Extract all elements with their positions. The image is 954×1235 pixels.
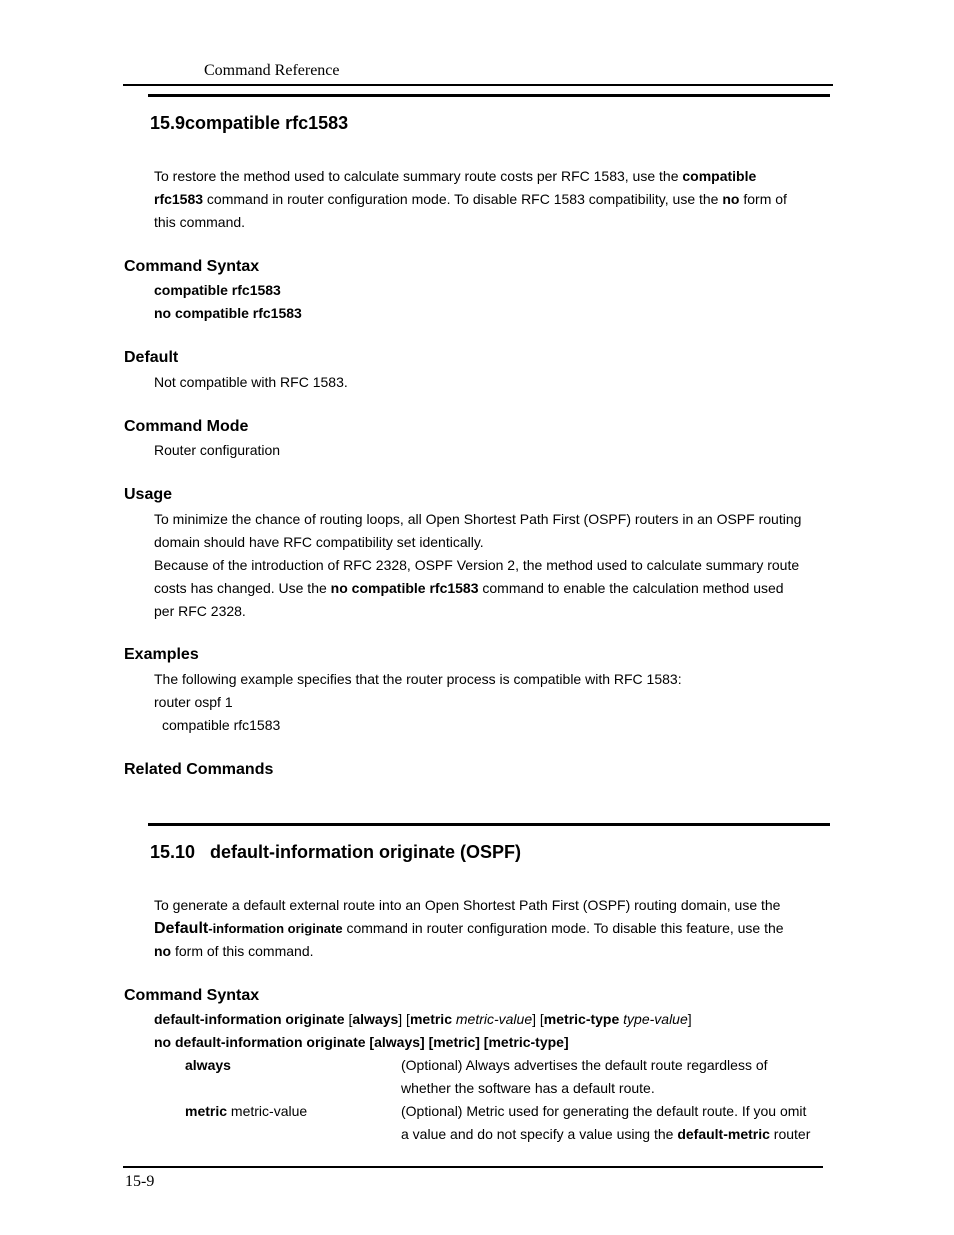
default-heading: Default (124, 349, 179, 366)
command-mode-text: Router configuration (154, 442, 281, 458)
syntax-line: default-information originate [always] [metric metric-value] [metric-type type-value] (154, 1011, 692, 1027)
section-title: default-information originate (OSPF) (210, 842, 522, 862)
command-syntax-heading: Command Syntax (124, 987, 260, 1004)
syntax-line: no compatible rfc1583 (154, 305, 302, 321)
section-heading (150, 842, 521, 863)
related-commands-heading: Related Commands (124, 761, 274, 778)
section-number: 15.9 (150, 113, 186, 133)
section-number: 15.10 (150, 842, 196, 862)
intro-paragraph: To generate a default external route into an Open Shortest Path First (OSPF) routing domain, use the Default-information originate command in router configuration mode. To disable this feature, use the no form of this command. (154, 897, 784, 959)
examples-block: The following example specifies that the router process is compatible with RFC 1583: router ospf 1 compatible rfc1583 (154, 671, 682, 733)
syntax-line: no default-information originate [always] [metric] [metric-type] (154, 1034, 569, 1050)
usage-paragraph: To minimize the chance of routing loops, all Open Shortest Path First (OSPF) routers in an OSPF routing domain should have RFC compatibility set identically. Because of the introduction of RFC 2328, OSPF Version 2, the method used to calculate summary route costs has changed. Use the no compatible rfc1583 command to enable the calculation method used per RFC 2328. (154, 511, 802, 619)
default-text: Not compatible with RFC 1583. (154, 374, 348, 390)
examples-heading: Examples (124, 646, 199, 663)
section-rule (148, 94, 830, 97)
running-header: Command Reference (204, 62, 340, 79)
usage-heading: Usage (124, 486, 173, 503)
command-mode-heading: Command Mode (124, 418, 249, 435)
footer-rule (123, 1166, 823, 1168)
page-number: 15-9 (125, 1173, 155, 1190)
syntax-line: compatible rfc1583 (154, 282, 281, 298)
section-rule (148, 823, 830, 826)
param-name-always: always (185, 1057, 231, 1073)
command-syntax-heading: Command Syntax (124, 258, 260, 275)
param-desc-metric: (Optional) Metric used for generating the default route. If you omit a value and do not specify a value using the default-metric router (401, 1103, 811, 1142)
header-rule (123, 84, 833, 86)
section-heading (150, 113, 348, 134)
param-desc-always: (Optional) Always advertises the default route regardless of whether the software has a default route. (401, 1057, 768, 1096)
section-title: compatible rfc1583 (185, 113, 349, 133)
intro-paragraph: To restore the method used to calculate summary route costs per RFC 1583, use the compatible rfc1583 command in router configuration mode. To disable RFC 1583 compatibility, use the no form of this command. (154, 168, 787, 230)
param-name-metric: metric metric-value (185, 1103, 308, 1119)
